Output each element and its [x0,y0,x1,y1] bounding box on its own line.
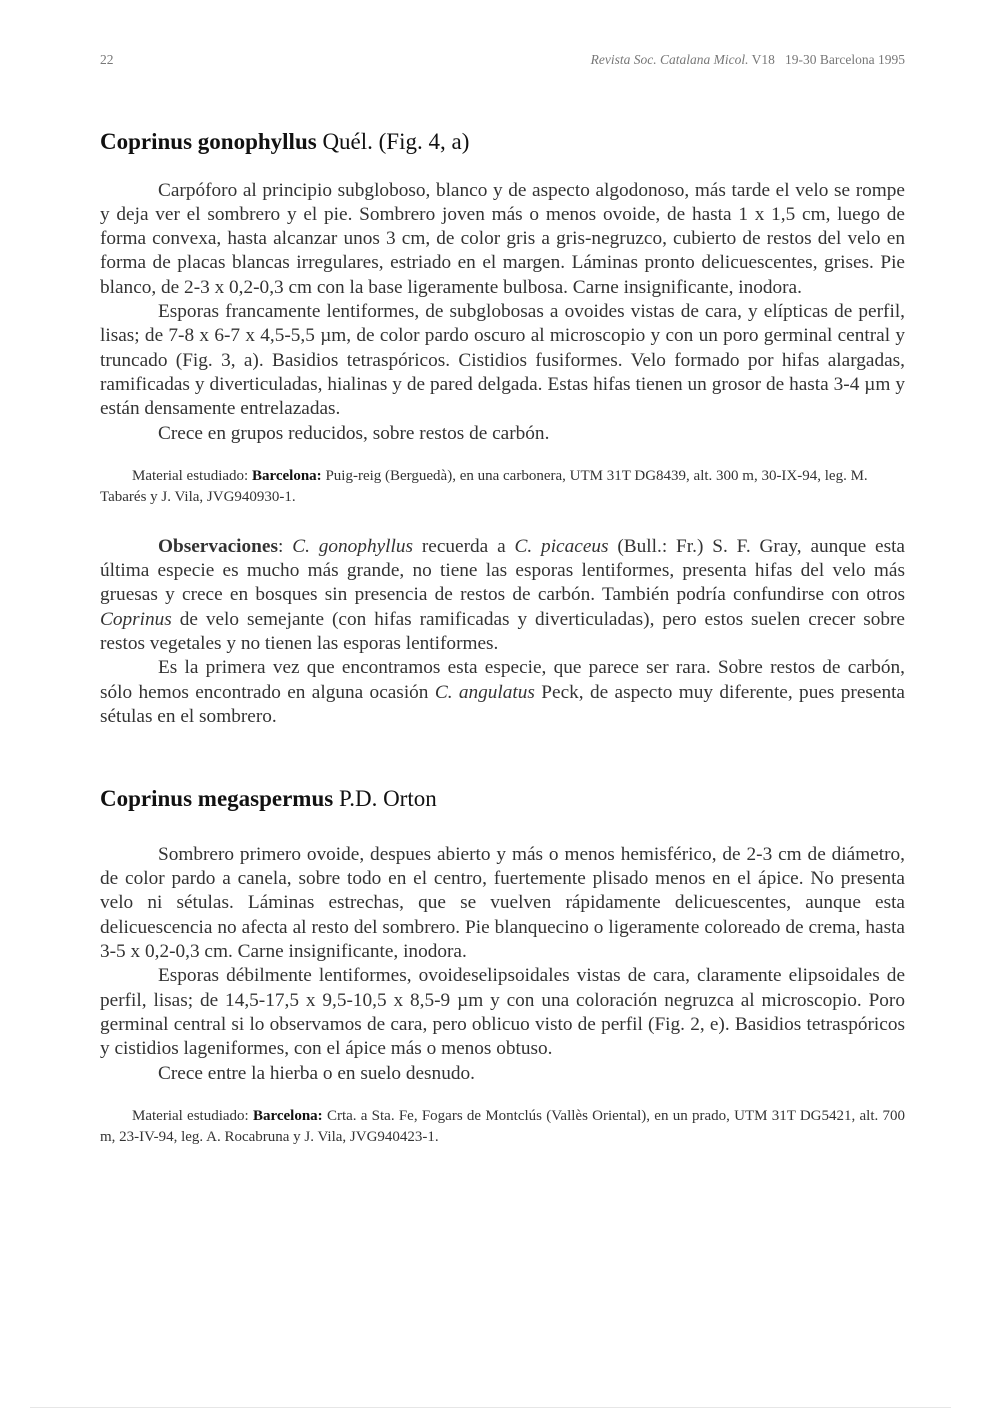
genus-ref: Coprinus [100,608,172,630]
species-author: P.D. Orton [333,786,437,812]
species-author: Quél. (Fig. 4, a) [316,129,470,154]
journal-pages: 19-30 [785,52,817,67]
observations-label: Observaciones [158,535,278,557]
species-name: Coprinus gonophyllus [100,129,317,154]
observations-paragraph [100,535,905,656]
rarity-paragraph [100,656,905,729]
spores-paragraph: Esporas francamente lentiformes, de subglobosas a ovoides vistas de cara, y elípticas de perfil, lisas; de 7-8 x 6-7 x 4,5-5,5 µm, de color pardo oscuro al microscopio y con un poro germinal central y truncado (Fig. 3, a). Basidios tetraspóricos. Cistidios fusiformes. Velo formado por hifas alargadas, ramificadas y diverticuladas, hialinas y de pared delgada. Estas hifas tienen un grosor de hasta 3-4 µm y están densamente entrelazadas. [100,301,905,420]
article-body [100,128,905,1148]
observations-text: recuerda a [413,535,515,557]
species-name: Coprinus megaspermus [100,786,334,812]
habitat-paragraph: Crece en grupos reducidos, sobre restos de carbón. [158,422,550,444]
rarity-text: Peck, de aspecto muy diferente, pues presenta sétulas en el sombrero. [100,681,905,727]
journal-volume: V18 [751,52,775,67]
species-ref: C. angulatus [434,681,535,703]
habitat-paragraph: Crece entre la hierba o en suelo desnudo. [158,1062,475,1084]
rarity-text: Es la primera vez que encontramos esta especie, que parece ser rara. Sobre restos de carbón, sólo hemos encontrado en alguna ocasión [100,657,905,703]
species-ref: C. picaceus [514,535,609,557]
observations-colon: : [277,535,293,557]
description-paragraph: Sombrero primero ovoide, despues abierto y más o menos hemisférico, de 2-3 cm de diámetro, de color pardo a canela, sobre todo en el centro, fuertemente plisado menos en el ápice. No presenta velo ni sétulas. Láminas estrechas, que se vuelven rápidamente delicuescentes, aunque esta delicuescencia no afecta al resto del sombrero. Pie blanquecino o ligeramente coloreado de crema, hasta 3-5 x 0,2-0,3 cm. Carne insignificante, inodora. [100,843,905,963]
observations-text: (Bull.: Fr.) S. F. Gray, aunque esta última especie es mucho más grande, no tiene las esporas lentiformes, presenta hifas del velo más gruesas y crece en bosques sin presencia de restos de carbón. También podría confundirse con otros [100,535,905,606]
page-number: 22 [100,52,114,67]
material-studied [100,1106,905,1148]
journal-name: Revista Soc. Catalana Micol. [590,52,749,67]
page-bottom-edge [30,1407,951,1408]
spores-paragraph: Esporas débilmente lentiformes, ovoideselipsoidales vistas de cara, claramente elipsoidales de perfil, lisas; de 14,5-17,5 x 9,5-10,5 x 8,5-9 µm y con una coloración negruzca al microscopio. Poro germinal central si lo observamos de cara, pero oblicuo visto de perfil (Fig. 2, e). Basidios tetraspóricos y cistidios lageniformes, con el ápice más o menos obtuso. [100,965,905,1060]
material-text: Puig-reig (Berguedà), en una carbonera, UTM 31T DG8439, alt. 300 m, 30-IX-94, leg. M. Tabarés y J. Vila, JVG940930-1. [100,467,868,505]
description-paragraph: Carpóforo al principio subgloboso, blanco y de aspecto algodonoso, más tarde el velo se rompe y deja ver el sombrero y el pie. Sombrero joven más o menos ovoide, de hasta 1 x 1,5 cm, luego de forma convexa, hasta alcanzar unos 3 cm, de color gris a gris-negruzco, cubierto de restos del velo en forma de placas blancas irregulares, estriado en el margen. Láminas pronto delicuescentes, grises. Pie blanco, de 2-3 x 0,2-0,3 cm con la base ligeramente bulbosa. Carne insignificante, inodora. [100,179,905,298]
species-ref: C. gonophyllus [292,535,414,557]
material-label: Material estudiado: [132,467,252,484]
material-text: Crta. a Sta. Fe, Fogars de Montclús (Vallès Oriental), en un prado, UTM 31T DG5421, alt. 700 m, 23-IV-94, leg. A. Rocabruna y J. Vila, JVG940423-1. [100,1107,905,1145]
material-studied [100,466,905,508]
material-place: Barcelona: [251,467,322,484]
journal-citation [591,52,905,68]
material-place: Barcelona: [252,1107,323,1124]
journal-place-year: Barcelona 1995 [819,52,905,67]
observations-text: de velo semejante (con hifas ramificadas y diverticuladas), pero estos suelen crecer sobre restos vegetales y no tienen las esporas lentiformes. [100,608,905,655]
material-label: Material estudiado: [132,1107,253,1124]
species-heading-gonophyllus [100,128,905,156]
species-heading-megaspermus [100,785,905,813]
